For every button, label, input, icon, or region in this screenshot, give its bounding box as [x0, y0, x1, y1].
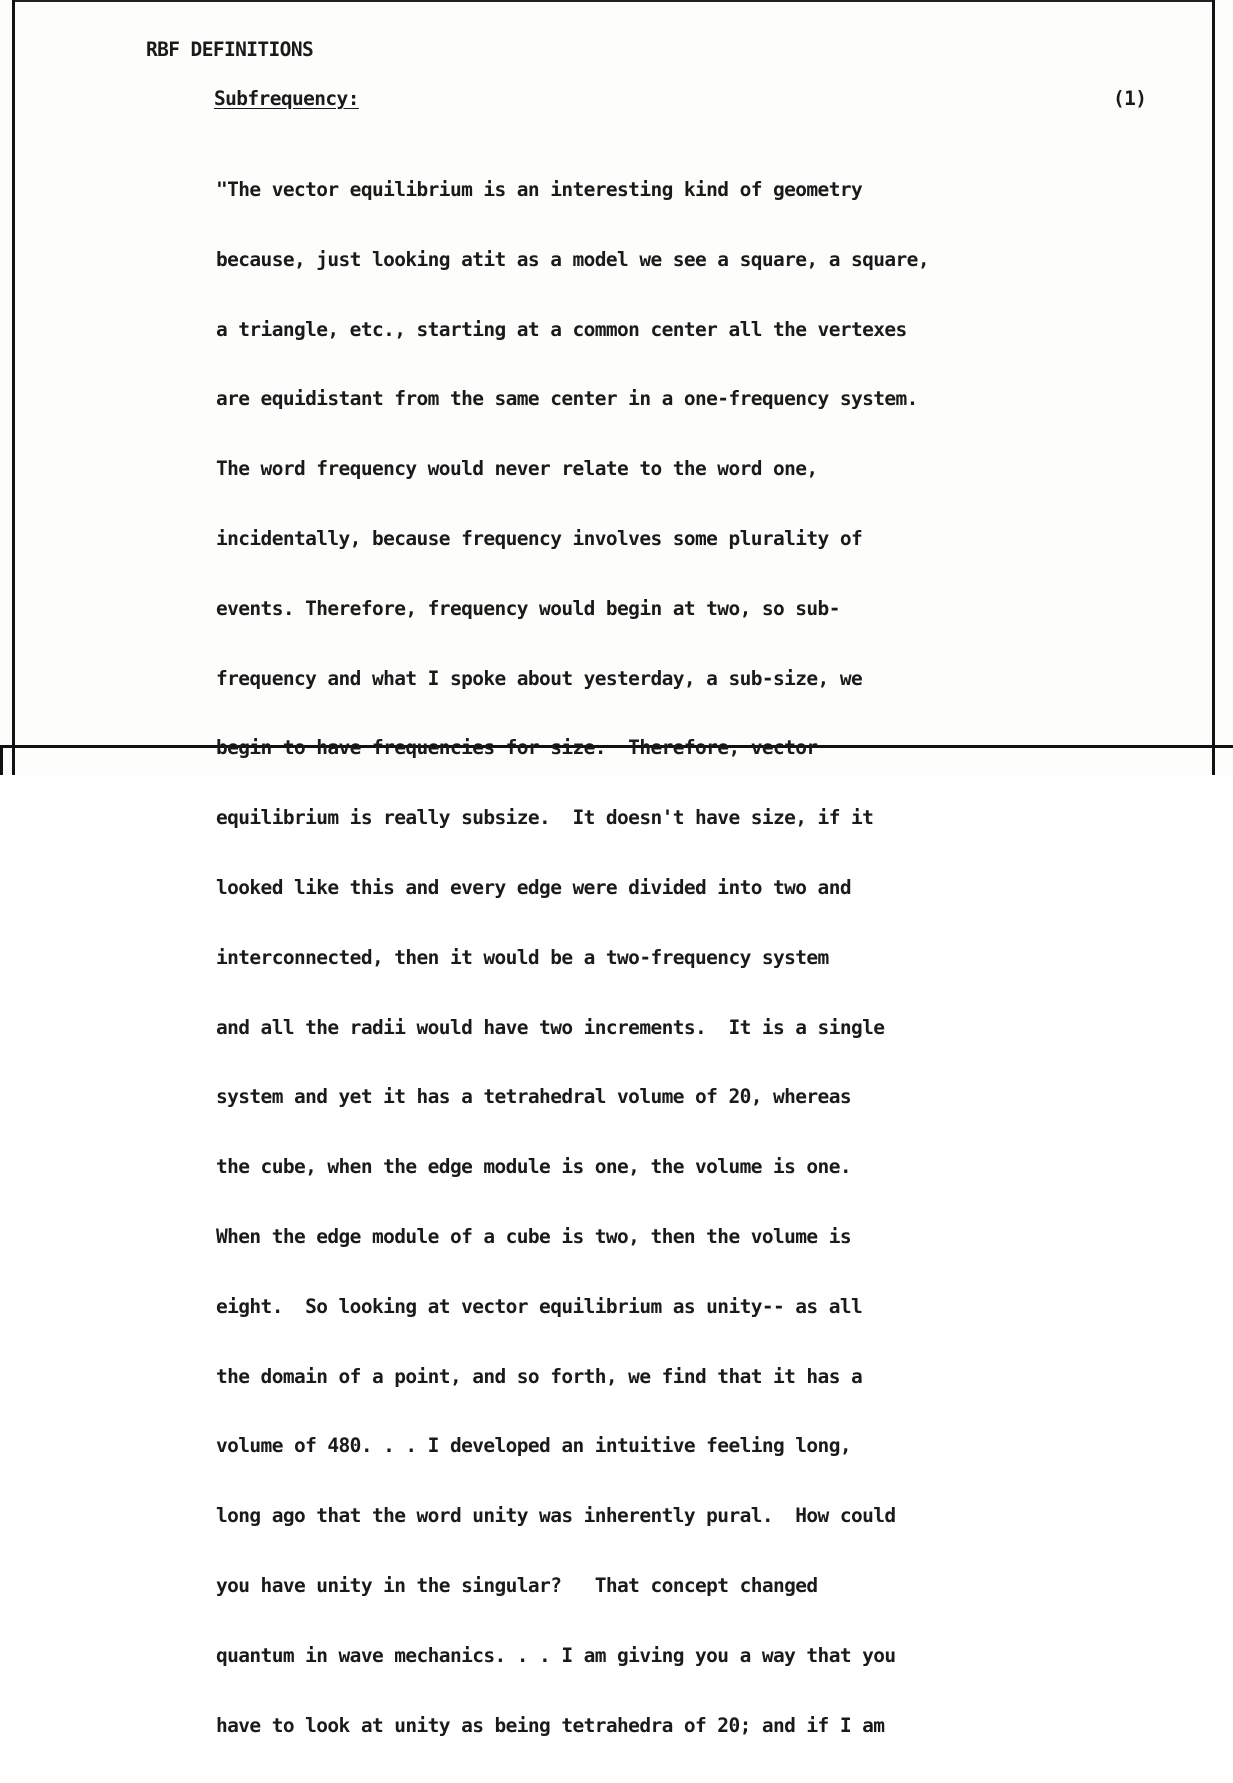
text-line: the cube, when the edge module is one, the volume is one. [216, 1155, 851, 1179]
card-right-border [1212, 0, 1215, 775]
text-line: incidentally, because frequency involves some plurality of [216, 526, 863, 550]
definition-body [216, 132, 929, 1783]
card-top-border [12, 0, 1215, 2]
text-line: equilibrium is really subsize. It doesn't have size, if it [216, 806, 874, 830]
card-left-border [12, 0, 15, 775]
section-title: Subfrequency [214, 87, 348, 110]
text-line: are equidistant from the same center in a one-frequency system. [216, 387, 918, 411]
section-title-colon: : [347, 87, 359, 110]
text-line: When the edge module of a cube is two, then the volume is [216, 1224, 851, 1248]
entry-number: (1) [1113, 87, 1147, 110]
text-line: system and yet it has a tetrahedral volume of 20, whereas [216, 1085, 851, 1109]
text-line: frequency and what I spoke about yesterday, a sub-size, we [216, 666, 863, 690]
text-line: The word frequency would never relate to the word one, [216, 457, 818, 481]
document-header: RBF DEFINITIONS [146, 38, 314, 61]
section-title-row [214, 87, 359, 110]
text-line: the domain of a point, and so forth, we find that it has a [216, 1364, 863, 1388]
text-line: a triangle, etc., starting at a common center all the vertexes [216, 317, 907, 341]
next-card-edge [0, 748, 3, 775]
text-line: events. Therefore, frequency would begin at two, so sub- [216, 596, 840, 620]
text-line: quantum in wave mechanics. . . I am giving you a way that you [216, 1643, 896, 1667]
text-line: "The vector equilibrium is an interesting kind of geometry [216, 178, 863, 201]
text-line: long ago that the word unity was inherently pural. How could [216, 1504, 896, 1528]
text-line: and all the radii would have two increments. It is a single [216, 1015, 885, 1039]
text-line: eight. So looking at vector equilibrium as unity-- as all [216, 1294, 863, 1318]
text-line: looked like this and every edge were divided into two and [216, 875, 851, 899]
text-line: interconnected, then it would be a two-frequency system [216, 945, 829, 969]
text-line: volume of 480. . . I developed an intuitive feeling long, [216, 1434, 851, 1458]
text-line: have to look at unity as being tetrahedra of 20; and if I am [216, 1713, 885, 1737]
text-line: begin to have frequencies for size. Therefore, vector [216, 736, 818, 760]
text-line: you have unity in the singular? That concept changed [216, 1573, 818, 1597]
text-line: because, just looking atit as a model we see a square, a square, [216, 247, 929, 271]
